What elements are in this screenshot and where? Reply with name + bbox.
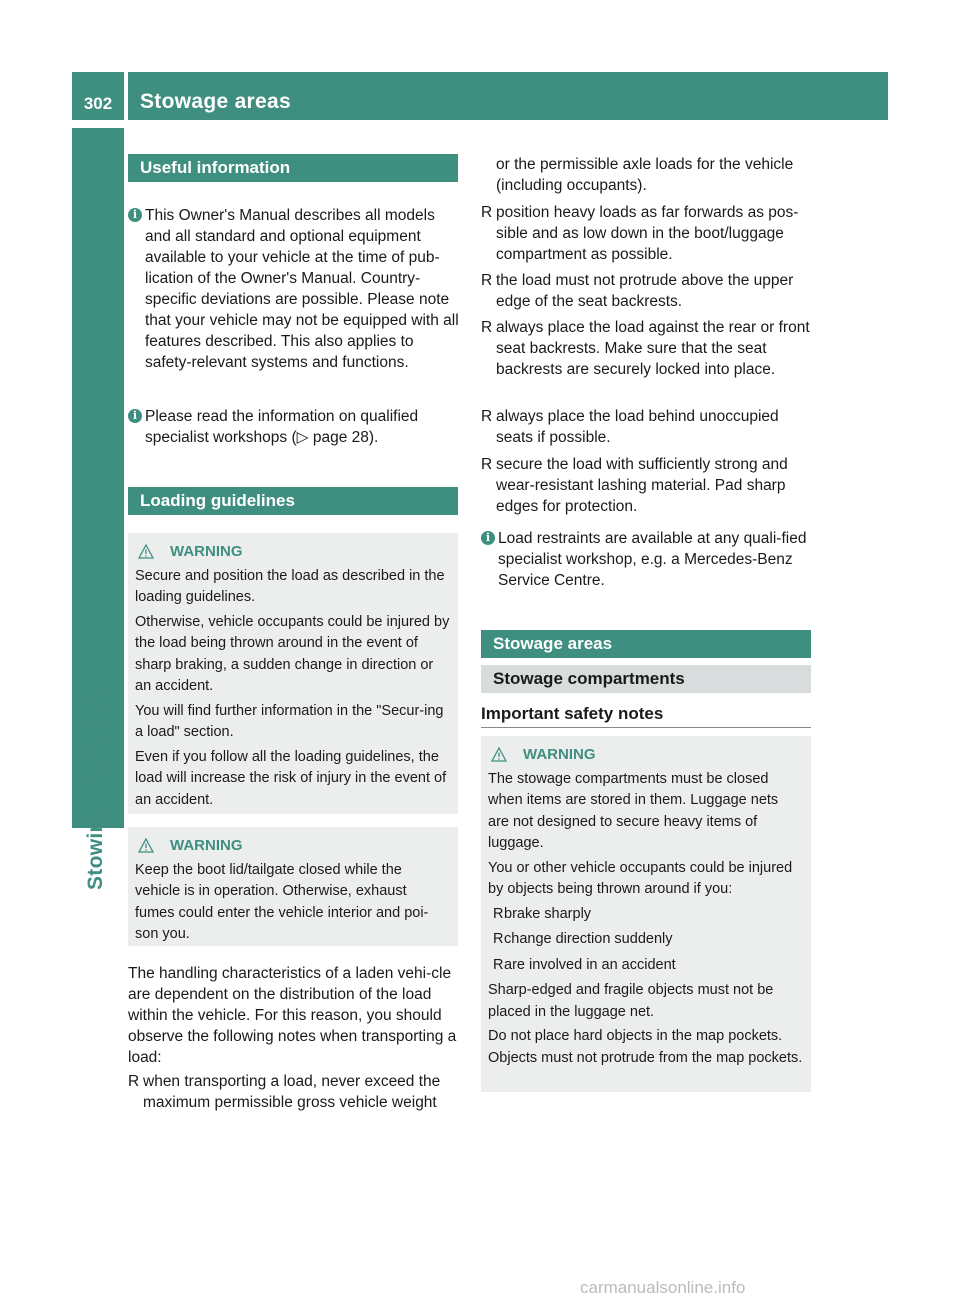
bullet-marker: R — [481, 204, 493, 221]
warning-text: Do not place hard objects in the map pockets. Objects must not protrude from the map pockets. — [488, 1028, 803, 1066]
warning-box-loading — [128, 533, 458, 814]
warning-triangle-icon — [138, 838, 154, 853]
loading-guidelines-heading: Loading guidelines — [128, 487, 458, 515]
stowage-compartments-heading: Stowage compartments — [481, 665, 811, 693]
list-item: R secure the load with sufficiently strong and wear-resistant lashing material. Pad sharp edges for protection. — [481, 456, 788, 515]
warning-box-tailgate — [128, 827, 458, 946]
warning-text: Keep the boot lid/tailgate closed while the vehicle is in operation. Otherwise, exhaust fumes could enter the vehicle interior and poi-son you. — [135, 861, 429, 942]
list-item: R change direction suddenly — [488, 929, 803, 951]
useful-info-heading: Useful information — [128, 154, 458, 182]
list-item: R brake sharply — [488, 904, 803, 926]
list-item: R always place the load against the rear or front seat backrests. Make sure that the seat backrests are securely locked into place. — [481, 319, 810, 378]
list-item-continuation: or the permissible axle loads for the vehicle (including occupants). — [496, 156, 794, 194]
warning-text: Even if you follow all the loading guidelines, the load will increase the risk of injury in the event of an accident. — [135, 748, 447, 808]
bullet-marker: R — [493, 956, 504, 973]
warning-box-stowage — [481, 736, 811, 1092]
warning-text: Otherwise, vehicle occupants could be injured by the load being thrown around in the event of sharp braking, a sudden change in direction or an accident. — [135, 613, 450, 694]
list-item: R are involved in an accident — [488, 955, 803, 977]
chapter-title: Stowage areas — [128, 72, 888, 120]
info-icon: i — [128, 208, 142, 222]
info-note-workshops: i Please read the information on qualified specialist workshops (▷ page 28). — [128, 406, 461, 448]
list-item: R when transporting a load, never exceed the maximum permissible gross vehicle weight — [128, 1073, 441, 1111]
warning-title: WARNING — [135, 835, 450, 857]
side-tab-label: Stowing and features — [84, 671, 107, 890]
warning-triangle-icon — [491, 747, 507, 762]
info-note-owners-manual: i This Owner's Manual describes all models and all standard and optional equipment available to your vehicle at the time of pub-lication of the Owner's Manual. Country-specific deviations are possible. Please note that your vehicle may not be equipped with all features described. This also applies to safety-relevant systems and functions. — [128, 205, 461, 373]
bullet-marker: R — [128, 1073, 140, 1090]
info-icon: i — [481, 531, 495, 545]
watermark: carmanualsonline.info — [580, 1278, 746, 1297]
warning-text: Secure and position the load as described in the loading guidelines. — [135, 567, 445, 605]
list-item: R always place the load behind unoccupied seats if possible. — [481, 408, 779, 446]
stowage-areas-heading: Stowage areas — [481, 630, 811, 658]
warning-title: WARNING — [488, 744, 803, 766]
list-item: R the load must not protrude above the upper edge of the seat backrests. — [481, 272, 794, 310]
bullet-marker: R — [481, 408, 493, 425]
bullet-marker: R — [493, 905, 504, 922]
page-number: 302 — [72, 72, 124, 120]
info-note-load-restraints: i Load restraints are available at any quali-fied specialist workshop, e.g. a Mercedes-Benz Service Centre. — [481, 528, 814, 591]
bullet-marker: R — [481, 456, 493, 473]
warning-text: You will find further information in the "Secur-ing a load" section. — [135, 702, 444, 740]
info-icon: i — [128, 409, 142, 423]
warning-text: The stowage compartments must be closed when items are stored in them. Luggage nets are not designed to secure heavy items of luggage. — [488, 770, 779, 851]
bullet-marker: R — [481, 319, 493, 336]
list-item: R position heavy loads as far forwards as pos-sible and as low down in the boot/luggage compartment as possible. — [481, 204, 799, 263]
warning-text: Sharp-edged and fragile objects must not be placed in the luggage net. — [488, 982, 774, 1020]
bullet-marker: R — [493, 931, 504, 947]
warning-triangle-icon — [138, 544, 154, 559]
bullet-marker: R — [481, 272, 493, 289]
safety-notes-heading: Important safety notes — [481, 704, 811, 728]
warning-title: WARNING — [135, 541, 450, 563]
warning-text: You or other vehicle occupants could be injured by objects being thrown around if you: — [488, 859, 793, 897]
paragraph-handling: The handling characteristics of a laden vehi-cle are dependent on the distribution of the load within the vehicle. For this reason, you should observe the following notes when transporting a load: — [128, 965, 457, 1066]
